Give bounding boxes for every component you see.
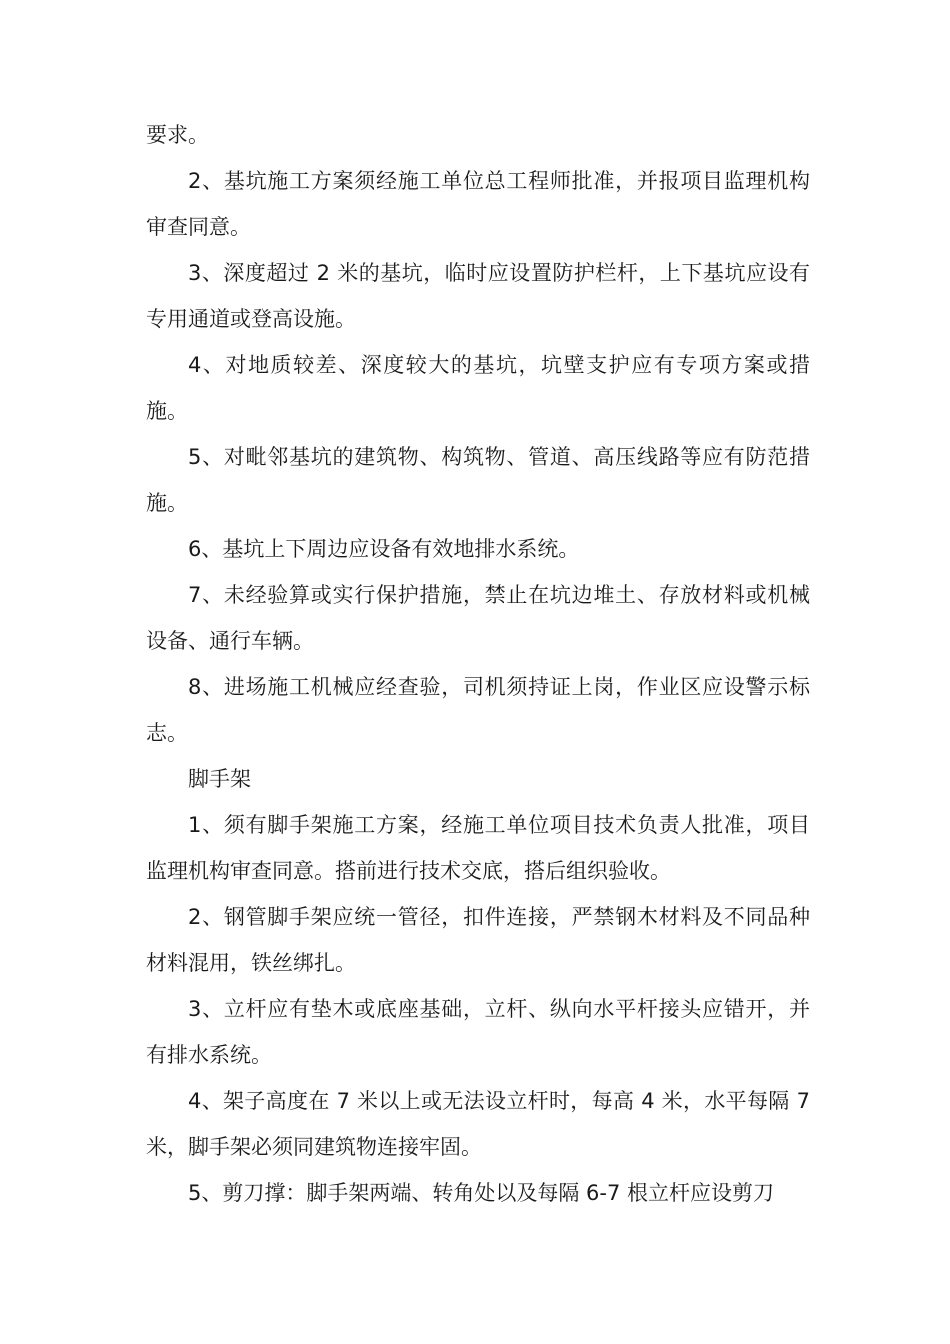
paragraph-item-3: 3、深度超过 2 米的基坑，临时应设置防护栏杆，上下基坑应设有专用通道或登高设施。: [146, 261, 810, 331]
paragraph-item-6: 6、基坑上下周边应设备有效地排水系统。: [188, 537, 580, 561]
scaffold-item-1: 1、须有脚手架施工方案，经施工单位项目技术负责人批准，项目监理机构审查同意。搭前进行技术交底，搭后组织验收。: [146, 813, 810, 883]
paragraph-item-2: 2、基坑施工方案须经施工单位总工程师批准，并报项目监理机构审查同意。: [146, 169, 810, 239]
paragraph-item-8: 8、进场施工机械应经查验，司机须持证上岗，作业区应设警示标志。: [146, 675, 810, 745]
paragraph-continuation: 要求。: [146, 123, 209, 147]
paragraph-item-7: 7、未经验算或实行保护措施，禁止在坑边堆土、存放材料或机械设备、通行车辆。: [146, 583, 810, 653]
scaffold-item-4: 4、架子高度在 7 米以上或无法设立杆时，每高 4 米，水平每隔 7 米，脚手架必须同建筑物连接牢固。: [146, 1089, 810, 1159]
scaffold-item-2: 2、钢管脚手架应统一管径，扣件连接，严禁钢木材料及不同品种材料混用，铁丝绑扎。: [146, 905, 810, 975]
paragraph-item-4: 4、对地质较差、深度较大的基坑，坑壁支护应有专项方案或措施。: [146, 353, 810, 423]
document-body: [146, 112, 810, 1216]
paragraph-item-5: 5、对毗邻基坑的建筑物、构筑物、管道、高压线路等应有防范措施。: [146, 445, 810, 515]
section-heading-scaffold: 脚手架: [188, 767, 251, 791]
scaffold-item-3: 3、立杆应有垫木或底座基础，立杆、纵向水平杆接头应错开，并有排水系统。: [146, 997, 810, 1067]
scaffold-item-5: 5、剪刀撑：脚手架两端、转角处以及每隔 6-7 根立杆应设剪刀: [188, 1181, 775, 1205]
